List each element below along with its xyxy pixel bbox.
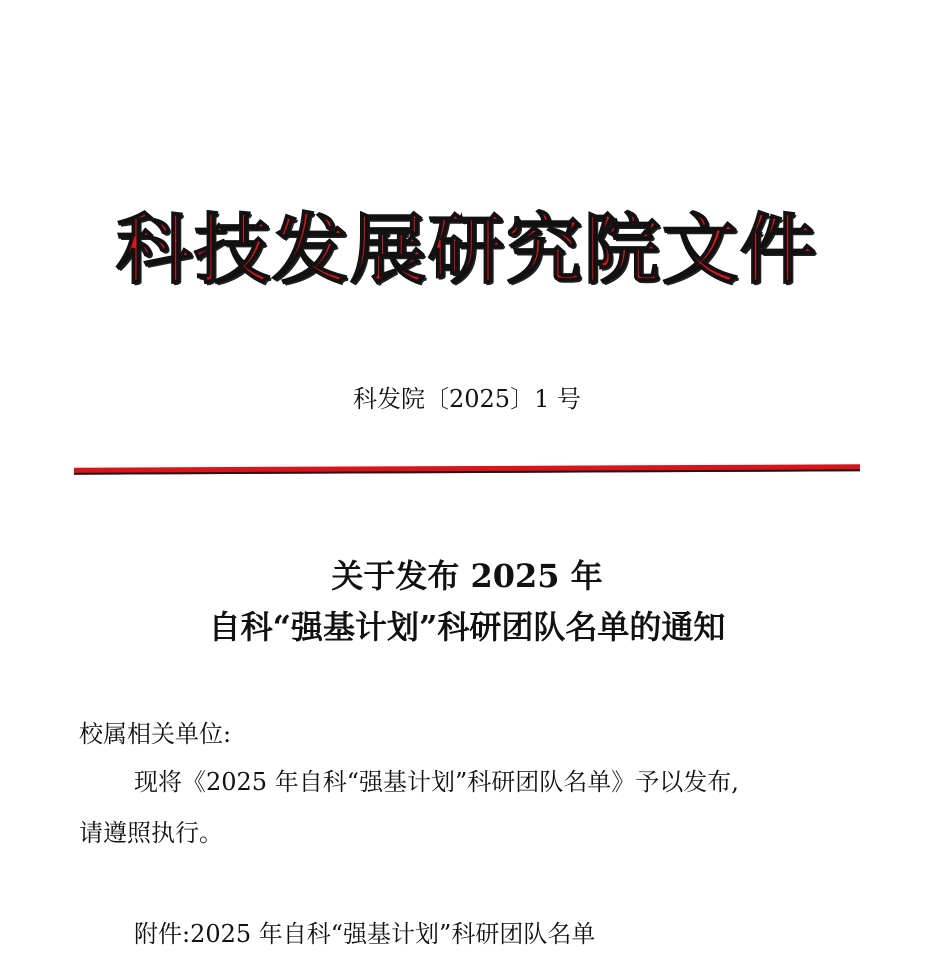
notice-title-line-1: 关于发布 2025 年 [331,557,603,595]
attachment-line: 附件:2025 年自科“强基计划”科研团队名单 [134,920,596,948]
document-number: 科发院〔2025〕1 号 [353,385,581,413]
notice-title-line-2: 自科“强基计划”科研团队名单的通知 [208,608,726,646]
red-divider-line [74,464,860,474]
body-paragraph-line-2: 请遵照执行。 [79,819,223,847]
salutation: 校属相关单位: [79,720,232,748]
body-paragraph-line-1: 现将《2025 年自科“强基计划”科研团队名单》予以发布, [134,768,739,796]
masthead-title: 科技发展研究院文件 [116,205,818,294]
